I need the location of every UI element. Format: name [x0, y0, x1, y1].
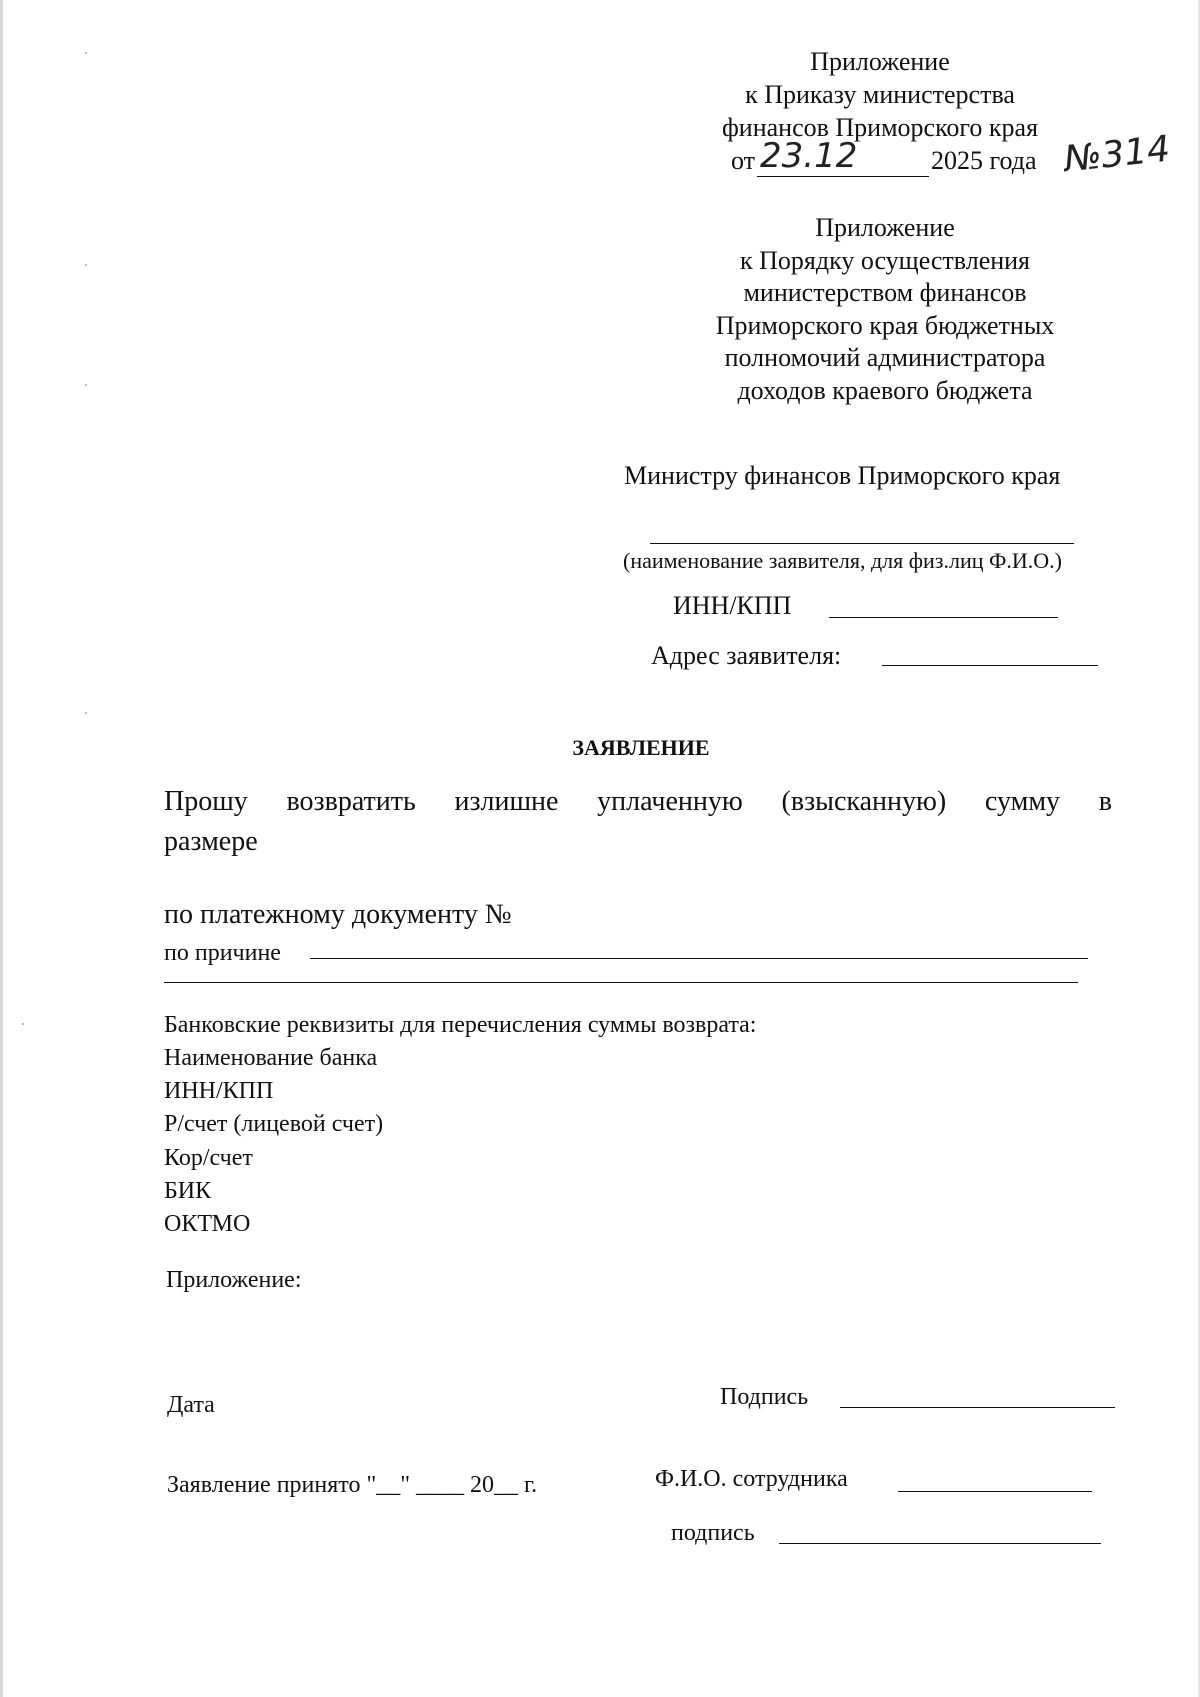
approval-line-2: к Приказу министерства [745, 80, 1015, 109]
bank-field-inn: ИНН/КПП [164, 1078, 274, 1104]
signature-label: Подпись [720, 1384, 809, 1410]
bank-field-bik: БИК [164, 1178, 212, 1204]
approval-date-underline [757, 176, 929, 177]
address-label: Адрес заявителя: [651, 641, 842, 670]
address-line [882, 665, 1098, 666]
appendix-line-1: Приложение [815, 213, 955, 242]
appendix-line-2: к Порядку осуществления [739, 246, 1031, 275]
employee-signature-label: подпись [671, 1520, 755, 1546]
signature-line [840, 1407, 1115, 1408]
scan-speck [85, 264, 87, 266]
reason-label: по причине [164, 940, 281, 966]
appendix-line-3: министерством финансов [743, 278, 1027, 307]
scan-speck [85, 384, 87, 386]
accepted-text: Заявление принято "__" ____ 20__ г. [167, 1472, 538, 1498]
reason-line-1 [310, 958, 1088, 959]
appendix-line-4: Приморского края бюджетных [715, 311, 1055, 340]
approval-ot: от [731, 146, 756, 175]
inn-line [829, 617, 1058, 618]
bank-field-account: Р/счет (лицевой счет) [164, 1111, 384, 1137]
approval-date-handwritten: 23.12 [760, 136, 858, 176]
bank-heading: Банковские реквизиты для перечисления суммы возврата: [164, 1012, 757, 1038]
scan-speck [85, 712, 87, 714]
bank-field-corr: Кор/счет [164, 1145, 253, 1171]
reason-line-2 [164, 982, 1078, 983]
approval-number-handwritten: №314 [1062, 128, 1173, 181]
request-line-2: размере [164, 826, 258, 857]
approval-line-1: Приложение [810, 47, 950, 76]
addressee-to: Министру финансов Приморского края [624, 461, 1061, 490]
appendix-line-6: доходов краевого бюджета [737, 376, 1033, 405]
bank-field-name: Наименование банка [164, 1045, 378, 1071]
approval-line-3: финансов Приморского края [721, 113, 1039, 142]
request-line-1: Прошу возвратить излишне уплаченную (взысканную) сумму в [164, 786, 1112, 817]
scan-edge-left [0, 0, 3, 1697]
appendix-line-5: полномочий администратора [724, 343, 1046, 372]
approval-year: 2025 года [931, 146, 1037, 175]
payment-doc-label: по платежному документу № [164, 899, 512, 930]
bank-field-oktmo: ОКТМО [164, 1211, 251, 1237]
employee-label: Ф.И.О. сотрудника [655, 1466, 848, 1492]
employee-signature-line [779, 1543, 1101, 1544]
scan-speck [85, 52, 87, 54]
applicant-caption: (наименование заявителя, для физ.лиц Ф.И.О.) [623, 548, 1063, 573]
document-title: ЗАЯВЛЕНИЕ [572, 735, 710, 760]
employee-name-line [898, 1491, 1092, 1492]
attachment-label: Приложение: [166, 1267, 302, 1293]
date-label: Дата [167, 1392, 215, 1418]
applicant-name-line [650, 543, 1074, 544]
inn-label: ИНН/КПП [673, 591, 792, 620]
scan-speck [22, 1023, 24, 1025]
